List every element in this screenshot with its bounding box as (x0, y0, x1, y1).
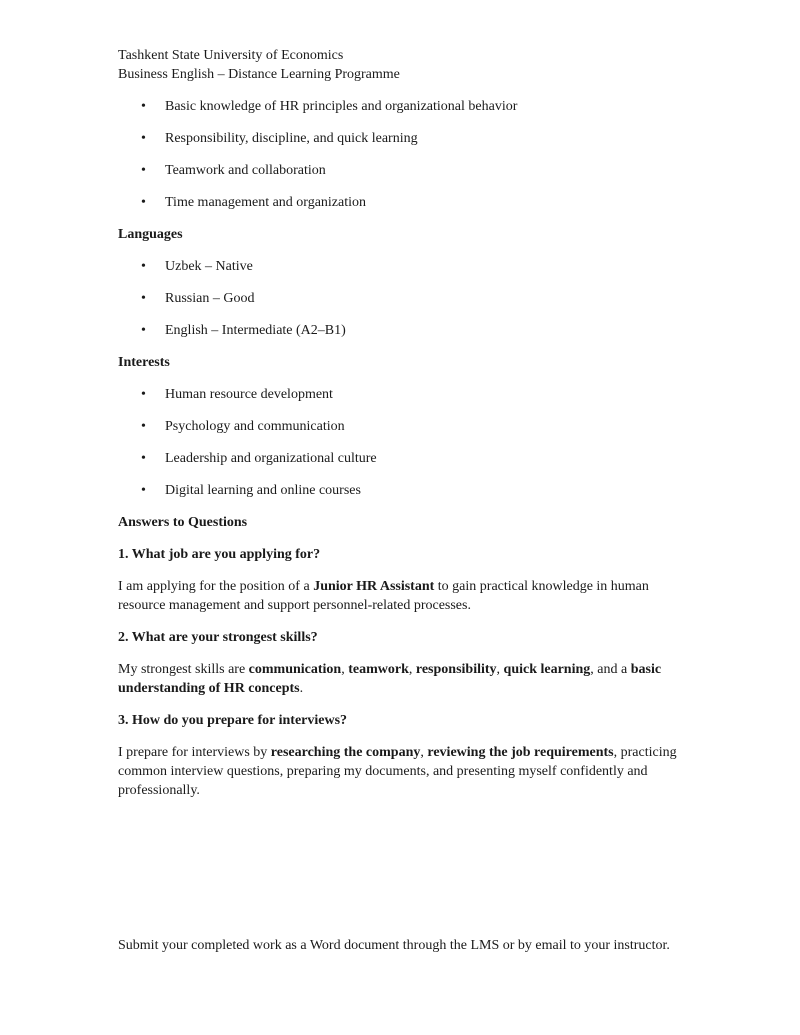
list-item (118, 321, 698, 340)
bullet-icon: • (141, 291, 146, 306)
answer-text: to gain practical knowledge in human resource management and support personnel-related processes. (118, 579, 649, 613)
bullet-icon: • (141, 131, 146, 146)
answer-text: My strongest skills are (118, 662, 249, 677)
interests-list (118, 385, 698, 500)
document-header (118, 46, 400, 84)
bullet-icon: • (141, 387, 146, 402)
answer-emphasis: responsibility (415, 662, 497, 677)
document-body (118, 97, 698, 813)
languages-list (118, 257, 698, 340)
answer-text: , (496, 662, 504, 677)
answer-text: , and a (590, 662, 631, 677)
list-item (118, 193, 698, 212)
question-1: 1. What job are you applying for? (118, 547, 321, 562)
list-item (118, 289, 698, 308)
answer-text: I am applying for the position of a (118, 579, 314, 594)
languages-heading: Languages (118, 227, 183, 242)
list-item (118, 257, 698, 276)
list-item-text: Responsibility, discipline, and quick learning (165, 131, 418, 146)
answer-text: , (341, 662, 349, 677)
answer-text: , (420, 745, 428, 760)
bullet-icon: • (141, 195, 146, 210)
answer-3 (118, 743, 698, 800)
question-2: 2. What are your strongest skills? (118, 630, 318, 645)
answers-heading: Answers to Questions (118, 515, 248, 530)
list-item (118, 417, 698, 436)
interests-heading: Interests (118, 355, 170, 370)
list-item-text: Uzbek – Native (165, 259, 253, 274)
bullet-icon: • (141, 419, 146, 434)
bullet-icon: • (141, 99, 146, 114)
list-item-text: Teamwork and collaboration (165, 163, 326, 178)
answer-emphasis: communication (248, 662, 342, 677)
bullet-icon: • (141, 163, 146, 178)
list-item (118, 161, 698, 180)
list-item-text: Basic knowledge of HR principles and organizational behavior (165, 99, 518, 114)
list-item (118, 97, 698, 116)
bullet-icon: • (141, 259, 146, 274)
list-item-text: English – Intermediate (A2–B1) (165, 323, 346, 338)
university-name: Tashkent State University of Economics (118, 48, 344, 63)
answer-text: , practicing common interview questions, preparing my documents, and presenting myself confidently and professionally. (118, 745, 677, 798)
answer-emphasis: teamwork (348, 662, 409, 677)
list-item (118, 449, 698, 468)
list-item-text: Time management and organization (165, 195, 367, 210)
answer-emphasis: reviewing the job requirements (427, 745, 614, 760)
answer-2 (118, 660, 698, 698)
list-item-text: Human resource development (165, 387, 333, 402)
list-item (118, 385, 698, 404)
answer-emphasis: Junior HR Assistant (313, 579, 435, 594)
answer-text: , (408, 662, 416, 677)
list-item-text: Digital learning and online courses (165, 483, 361, 498)
programme-name: Business English – Distance Learning Programme (118, 67, 400, 82)
answer-text: I prepare for interviews by (118, 745, 271, 760)
question-3: 3. How do you prepare for interviews? (118, 713, 348, 728)
list-item-text: Psychology and communication (165, 419, 345, 434)
bullet-icon: • (141, 451, 146, 466)
bullet-icon: • (141, 323, 146, 338)
answer-emphasis: basic understanding of HR concepts (118, 662, 662, 696)
answer-1 (118, 577, 698, 615)
answer-emphasis: researching the company (270, 745, 421, 760)
list-item-text: Russian – Good (165, 291, 255, 306)
answer-text: . (299, 681, 304, 696)
list-item (118, 129, 698, 148)
bullet-icon: • (141, 483, 146, 498)
skills-list (118, 97, 698, 212)
submission-note: Submit your completed work as a Word document through the LMS or by email to your instructor. (118, 938, 670, 953)
list-item-text: Leadership and organizational culture (165, 451, 377, 466)
answer-emphasis: quick learning (503, 662, 591, 677)
list-item (118, 481, 698, 500)
